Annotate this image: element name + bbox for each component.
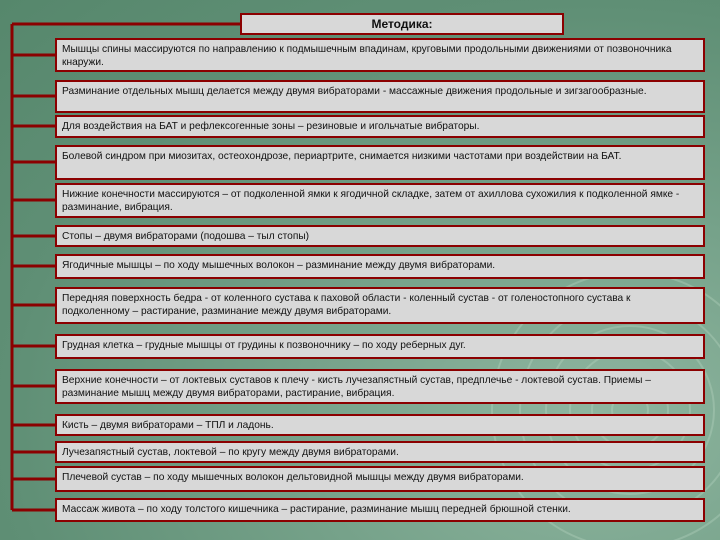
method-item-10: Верхние конечности – от локтевых суставов к плечу - кисть лучезапястный сустав, предплечье - локтевой сустав. Приемы – разминание мышц между двумя вибраторами, растирание, вибрация. [55,369,705,404]
method-item-2: Разминание отдельных мышц делается между двумя вибраторами - массажные движения продольные и зигзагообразные. [55,80,705,113]
method-item-6: Стопы – двумя вибраторами (подошва – тыл стопы) [55,225,705,247]
method-item-7: Ягодичные мышцы – по ходу мышечных волокон – разминание между двумя вибраторами. [55,254,705,279]
method-item-12: Лучезапястный сустав, локтевой – по кругу между двумя вибраторами. [55,441,705,463]
method-item-11: Кисть – двумя вибраторами – ТПЛ и ладонь. [55,414,705,436]
method-item-8: Передняя поверхность бедра - от коленного сустава к паховой области - коленный сустав - от голеностопного сустава к подколенному – растирание, разминание между двумя вибраторами. [55,287,705,324]
method-item-14: Массаж живота – по ходу толстого кишечника – растирание, разминание мышц передней брюшной стенки. [55,498,705,522]
method-item-1: Мышцы спины массируются по направлению к подмышечным впадинам, круговыми продольными движениями от позвоночника кнаружи. [55,38,705,72]
method-item-5: Нижние конечности массируются – от подколенной ямки к ягодичной складке, затем от ахиллова сухожилия к подколенной ямке - разминание, вибрация. [55,183,705,218]
method-item-13: Плечевой сустав – по ходу мышечных волокон дельтовидной мышцы между двумя вибраторами. [55,466,705,492]
method-item-3: Для воздействия на БАТ и рефлексогенные зоны – резиновые и игольчатые вибраторы. [55,115,705,138]
page-title: Методика: [240,13,564,35]
method-item-9: Грудная клетка – грудные мышцы от грудины к позвоночнику – по ходу реберных дуг. [55,334,705,359]
method-item-4: Болевой синдром при миозитах, остеохондрозе, периартрите, снимается низкими частотами при воздействии на БАТ. [55,145,705,180]
